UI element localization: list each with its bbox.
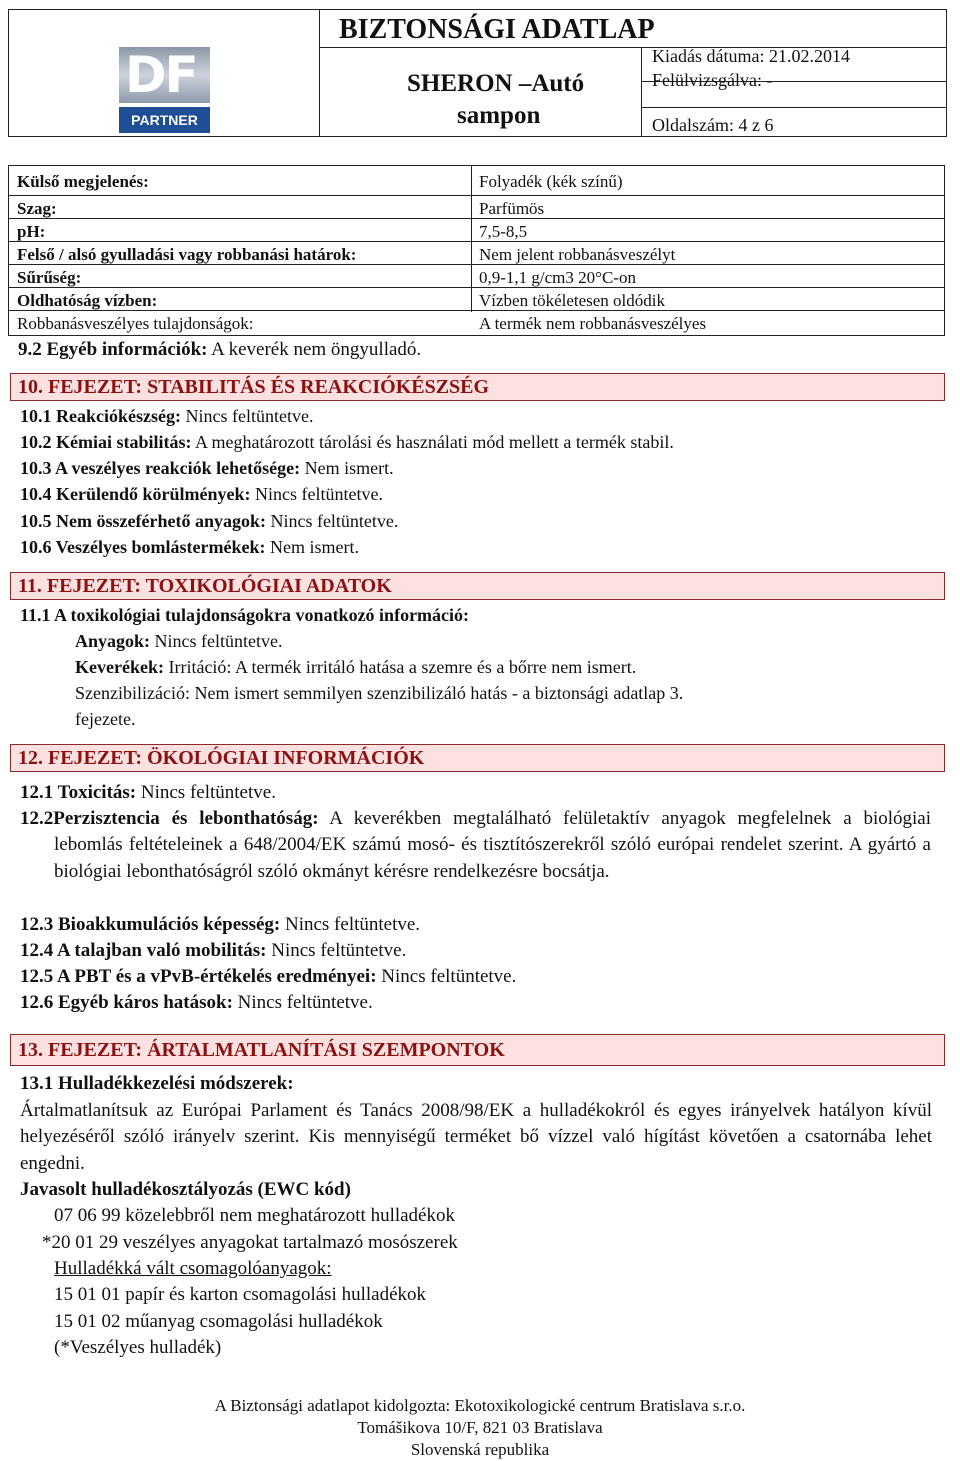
szenzibilizacio-line-2: fejezete. bbox=[75, 709, 136, 729]
anyagok-label: Anyagok: bbox=[75, 631, 151, 651]
property-key: Szag: bbox=[17, 199, 57, 218]
item-label: 12.6 Egyéb káros hatások: bbox=[20, 992, 233, 1013]
logo-df-mark bbox=[119, 47, 210, 103]
item-label: 10.5 Nem összeférhető anyagok: bbox=[20, 511, 266, 531]
section-10-heading bbox=[10, 373, 945, 401]
section-12-title: 12. FEJEZET: ÖKOLÓGIAI INFORMÁCIÓK bbox=[18, 747, 425, 769]
property-value: Nem jelent robbanásveszélyt bbox=[479, 245, 676, 264]
section-10-6 bbox=[20, 536, 359, 558]
section-10-2 bbox=[20, 431, 674, 453]
header-divider-right bbox=[641, 47, 642, 136]
item-text: Nem ismert. bbox=[300, 458, 394, 478]
footer-line-3: Slovenská republika bbox=[410, 1440, 550, 1459]
section-12-1 bbox=[20, 782, 276, 804]
property-key: Robbanásveszélyes tulajdonságok: bbox=[17, 314, 254, 333]
row-divider bbox=[9, 264, 944, 265]
property-key: Felső / alsó gyulladási vagy robbanási határok: bbox=[17, 245, 357, 264]
item-text: Nincs feltüntetve. bbox=[250, 484, 383, 504]
item-label: 10.2 Kémiai stabilitás: bbox=[20, 432, 192, 452]
item-label: 10.1 Reakciókészség: bbox=[20, 406, 181, 426]
section-9-2 bbox=[18, 339, 421, 361]
table-row bbox=[9, 170, 944, 193]
item-label: 12.3 Bioakkumulációs képesség: bbox=[20, 914, 281, 935]
section-9-2-label: 9.2 Egyéb információk: bbox=[18, 339, 208, 360]
property-value: Vízben tökéletesen oldódik bbox=[479, 291, 666, 310]
section-12-6 bbox=[20, 992, 373, 1014]
section-13-title: 13. FEJEZET: ÁRTALMATLANÍTÁSI SZEMPONTOK bbox=[18, 1039, 505, 1061]
keverekek-text: Irritáció: A termék irritáló hatása a szemre és a bőrre nem ismert. bbox=[163, 657, 637, 677]
header-title-rule bbox=[319, 47, 946, 48]
footer-line-2: Tomášikova 10/F, 821 03 Bratislava bbox=[357, 1418, 603, 1437]
table-row bbox=[9, 312, 944, 335]
item-label: 10.4 Kerülendő körülmények: bbox=[20, 484, 251, 504]
logo-df-text: DF bbox=[125, 46, 197, 104]
item-label: 12.2Perzisztencia és lebonthatóság: bbox=[20, 808, 319, 829]
property-value: 0,9-1,1 g/cm3 20°C-on bbox=[479, 268, 636, 287]
section-13-paragraph: Ártalmatlanítsuk az Európai Parlament és Tanács 2008/98/EK a hulladékokról és egyes irányelvek hatályon kívül helyezéséről szóló irányelv szerint. Kis mennyiségű terméket bő vízzel való hígítást követően a csatornába lehet engedni. bbox=[20, 1100, 932, 1174]
anyagok-text: Nincs feltüntetve. bbox=[150, 631, 283, 651]
property-key: pH: bbox=[17, 222, 46, 241]
df-partner-logo bbox=[119, 47, 210, 133]
product-name-line2: sampon bbox=[457, 102, 541, 129]
logo-partner-text: PARTNER bbox=[119, 107, 210, 133]
table-row bbox=[9, 266, 944, 289]
item-text: Nincs feltüntetve. bbox=[265, 511, 399, 531]
anyagok-line bbox=[75, 630, 282, 652]
section-11-1-title: 11.1 A toxikológiai tulajdonságokra vonatkozó információ: bbox=[20, 605, 470, 625]
revision-date: Felülvizsgálva: - bbox=[652, 70, 773, 90]
table-row bbox=[9, 243, 944, 266]
property-key: Külső megjelenés: bbox=[17, 172, 149, 191]
item-text: Nem ismert. bbox=[265, 537, 359, 557]
item-text: A meghatározott tárolási és használati mód mellett a termék stabil. bbox=[191, 432, 674, 452]
section-12-heading bbox=[10, 744, 945, 772]
property-key: Sűrűség: bbox=[17, 268, 82, 287]
item-label: 10.3 A veszélyes reakciók lehetősége: bbox=[20, 458, 301, 478]
table-row bbox=[9, 220, 944, 243]
section-12-3 bbox=[20, 914, 420, 936]
table-row bbox=[9, 197, 944, 220]
item-label: 12.5 A PBT és a vPvB-értékelés eredményei: bbox=[20, 966, 377, 987]
row-divider bbox=[9, 195, 944, 196]
keverekek-label: Keverékek: bbox=[75, 657, 164, 677]
section-12-5 bbox=[20, 966, 516, 988]
section-10-1 bbox=[20, 405, 313, 427]
product-name-line1: SHERON –Autó bbox=[407, 70, 585, 97]
item-text: Nincs feltüntetve. bbox=[376, 966, 517, 987]
header-divider-left bbox=[319, 10, 320, 136]
section-10-3 bbox=[20, 457, 394, 479]
row-divider bbox=[9, 310, 944, 311]
item-text: Nincs feltüntetve. bbox=[266, 940, 407, 961]
item-text: Nincs feltüntetve. bbox=[136, 782, 276, 803]
row-divider bbox=[9, 241, 944, 242]
ewc-title: Javasolt hulladékosztályozás (EWC kód) bbox=[20, 1179, 351, 1200]
section-13-heading bbox=[10, 1034, 945, 1066]
row-divider bbox=[9, 287, 944, 288]
item-label: 10.6 Veszélyes bomlástermékek: bbox=[20, 537, 266, 557]
keverekek-line bbox=[75, 656, 636, 678]
szenzibilizacio-line-1: Szenzibilizáció: Nem ismert semmilyen szenzibilizáló hatás - a biztonsági adatlap 3. bbox=[75, 683, 684, 703]
property-key: Oldhatóság vízben: bbox=[17, 291, 158, 310]
document-title: BIZTONSÁGI ADATLAP bbox=[339, 14, 655, 45]
property-value: Folyadék (kék színű) bbox=[479, 172, 623, 191]
page-number: Oldalszám: 4 z 6 bbox=[652, 115, 774, 135]
footer-line-1: A Biztonsági adatlapot kidolgozta: Ekotoxikologické centrum Bratislava s.r.o. bbox=[214, 1396, 746, 1415]
item-text: Nincs feltüntetve. bbox=[232, 992, 373, 1013]
item-text: Nincs feltüntetve. bbox=[180, 406, 314, 426]
section-11-heading bbox=[10, 572, 945, 600]
section-12-4 bbox=[20, 940, 406, 962]
section-10-4 bbox=[20, 483, 383, 505]
item-text: Nincs feltüntetve. bbox=[280, 914, 421, 935]
table-row bbox=[9, 289, 944, 312]
section-11-title: 11. FEJEZET: TOXIKOLÓGIAI ADATOK bbox=[18, 575, 392, 597]
header-meta-rule-2 bbox=[641, 107, 946, 108]
document-header bbox=[8, 9, 947, 137]
section-10-title: 10. FEJEZET: STABILITÁS ÉS REAKCIÓKÉSZSÉG bbox=[18, 376, 490, 398]
item-text: A keverékben megtalálható felületaktív anyagok megfelelnek a biológiai lebomlás feltételeinek a 648/2004/EK számú mosó- és tisztítószerekről szóló európai rendelet szerint. A gyártó a biológiai lebonthatóságról szóló okmányt kérésre rendelkezésre bocsátja. bbox=[54, 808, 931, 882]
ewc-item: *20 01 29 veszélyes anyagokat tartalmazó mosószerek bbox=[42, 1232, 458, 1253]
section-10-5 bbox=[20, 510, 398, 532]
section-12-2 bbox=[20, 806, 931, 885]
ewc-item: 07 06 99 közelebbről nem meghatározott hulladékok bbox=[54, 1205, 455, 1226]
item-label: 12.4 A talajban való mobilitás: bbox=[20, 940, 267, 961]
packaging-item: 15 01 01 papír és karton csomagolási hulladékok bbox=[54, 1284, 427, 1305]
packaging-title: Hulladékká vált csomagolóanyagok: bbox=[54, 1258, 332, 1279]
row-divider bbox=[9, 218, 944, 219]
item-label: 12.1 Toxicitás: bbox=[20, 782, 137, 803]
issue-date: Kiadás dátuma: 21.02.2014 bbox=[652, 46, 850, 66]
properties-table bbox=[8, 165, 945, 336]
property-value: A termék nem robbanásveszélyes bbox=[479, 314, 707, 333]
section-9-2-text: A keverék nem öngyulladó. bbox=[207, 339, 422, 360]
property-value: Parfümös bbox=[479, 199, 545, 218]
section-13-1-title: 13.1 Hulladékkezelési módszerek: bbox=[20, 1073, 294, 1094]
property-value: 7,5-8,5 bbox=[479, 222, 528, 241]
hazardous-note: (*Veszélyes hulladék) bbox=[54, 1337, 222, 1358]
packaging-item: 15 01 02 műanyag csomagolási hulladékok bbox=[54, 1311, 383, 1332]
